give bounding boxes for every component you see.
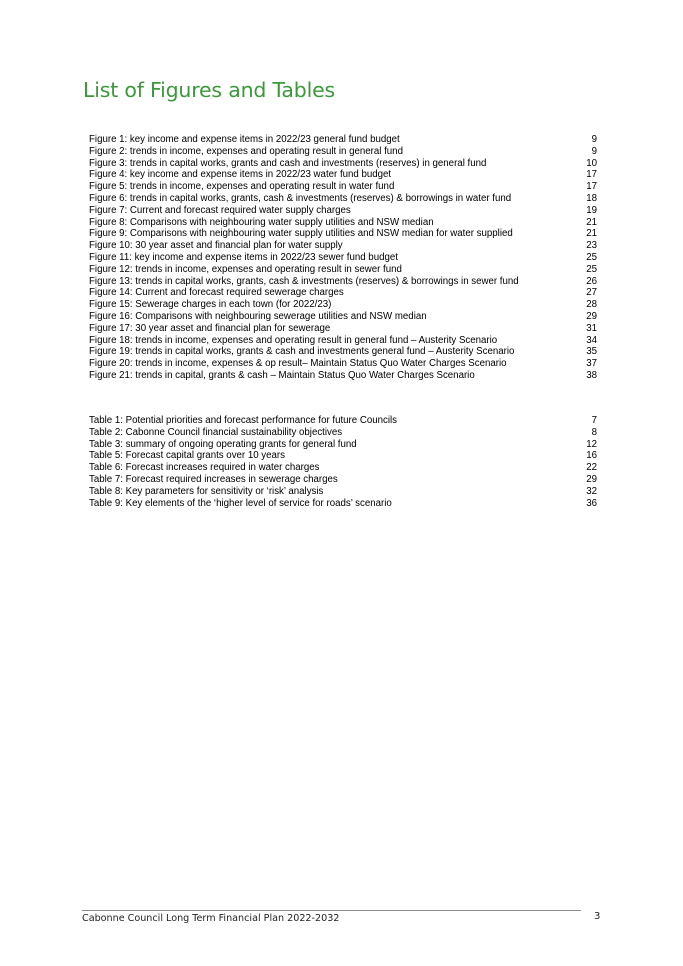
figure-entry-label: Figure 7: Current and forecast required water supply charges [89, 204, 351, 216]
table-entry-label: Table 5: Forecast capital grants over 10 years [89, 450, 286, 462]
figure-entry-label: Figure 12: trends in income, expenses and operating result in sewer fund [89, 263, 402, 275]
figure-entry[interactable] [89, 346, 597, 358]
figure-entry-page-number: 37 [586, 358, 597, 370]
figure-entry-page-number: 35 [586, 346, 597, 358]
figure-entry[interactable] [89, 358, 597, 370]
figure-entry[interactable] [89, 240, 597, 252]
table-entry-page-number: 22 [586, 462, 597, 474]
figure-entry-page-number: 31 [586, 322, 597, 334]
table-entry-page-number: 16 [586, 450, 597, 462]
table-entry[interactable] [89, 439, 597, 451]
figure-entry[interactable] [89, 146, 597, 158]
figure-entry-label: Figure 21: trends in capital, grants & cash – Maintain Status Quo Water Charges Scenario [89, 369, 475, 381]
figure-entry[interactable] [89, 323, 597, 335]
figure-entry[interactable] [89, 264, 597, 276]
list-of-figures [89, 134, 597, 382]
figure-entry[interactable] [89, 193, 597, 205]
table-entry[interactable] [89, 427, 597, 439]
figure-entry-label: Figure 20: trends in income, expenses & op result– Maintain Status Quo Water Charges Scenario [89, 358, 507, 370]
figure-entry-page-number: 25 [586, 251, 597, 263]
figure-entry-page-number: 21 [586, 228, 597, 240]
figure-entry-page-number: 18 [586, 192, 597, 204]
table-entry-label: Table 3: summary of ongoing operating grants for general fund [89, 438, 357, 450]
table-entry-label: Table 2: Cabonne Council financial sustainability objectives [89, 426, 343, 438]
figure-entry-page-number: 10 [586, 157, 597, 169]
table-entry-label: Table 8: Key parameters for sensitivity or ‘risk’ analysis [89, 485, 324, 497]
table-entry[interactable] [89, 474, 597, 486]
figure-entry-page-number: 26 [586, 275, 597, 287]
figure-entry[interactable] [89, 228, 597, 240]
figure-entry-label: Figure 15: Sewerage charges in each town (for 2022/23) [89, 299, 332, 311]
figure-entry-label: Figure 16: Comparisons with neighbouring sewerage utilities and NSW median [89, 310, 427, 322]
figure-entry-label: Figure 5: trends in income, expenses and operating result in water fund [89, 181, 395, 193]
figure-entry[interactable] [89, 181, 597, 193]
figure-entry-page-number: 29 [586, 310, 597, 322]
figure-entry[interactable] [89, 287, 597, 299]
footer-divider [82, 910, 581, 911]
table-entry-page-number: 29 [586, 473, 597, 485]
figure-entry-page-number: 21 [586, 216, 597, 228]
figure-entry-label: Figure 18: trends in income, expenses and operating result in general fund – Austerity Scenario [89, 334, 498, 346]
figure-entry-label: Figure 17: 30 year asset and financial plan for sewerage [89, 322, 331, 334]
figure-entry[interactable] [89, 169, 597, 181]
figure-entry-label: Figure 1: key income and expense items in 2022/23 general fund budget [89, 134, 400, 145]
table-entry-label: Table 6: Forecast increases required in water charges [89, 462, 320, 474]
figure-entry[interactable] [89, 134, 597, 146]
figure-entry-page-number: 25 [586, 263, 597, 275]
figure-entry-label: Figure 6: trends in capital works, grants, cash & investments (reserves) & borrowings in water fund [89, 192, 512, 204]
figure-entry-page-number: 17 [586, 169, 597, 181]
figure-entry-label: Figure 9: Comparisons with neighbouring water supply utilities and NSW median for water supplied [89, 228, 513, 240]
figure-entry-page-number: 27 [586, 287, 597, 299]
figure-entry[interactable] [89, 217, 597, 229]
figure-entry[interactable] [89, 252, 597, 264]
table-entry-page-number: 36 [586, 497, 597, 509]
figure-entry[interactable] [89, 158, 597, 170]
figure-entry[interactable] [89, 299, 597, 311]
figure-entry-page-number: 9 [591, 134, 597, 145]
figure-entry-page-number: 28 [586, 299, 597, 311]
table-entry-label: Table 7: Forecast required increases in sewerage charges [89, 473, 338, 485]
table-entry[interactable] [89, 462, 597, 474]
figure-entry-label: Figure 2: trends in income, expenses and operating result in general fund [89, 145, 403, 157]
list-of-tables [89, 415, 597, 509]
figure-entry-page-number: 34 [586, 334, 597, 346]
table-entry-label: Table 1: Potential priorities and forecast performance for future Councils [89, 415, 398, 426]
figure-entry-page-number: 9 [591, 145, 597, 157]
table-entry[interactable] [89, 486, 597, 498]
figure-entry[interactable] [89, 311, 597, 323]
figure-entry[interactable] [89, 276, 597, 288]
table-entry-page-number: 8 [591, 426, 597, 438]
footer-title: Cabonne Council Long Term Financial Plan 2022-2032 [82, 913, 340, 924]
figure-entry-label: Figure 11: key income and expense items in 2022/23 sewer fund budget [89, 251, 398, 263]
table-entry[interactable] [89, 450, 597, 462]
table-entry[interactable] [89, 415, 597, 427]
figure-entry-page-number: 38 [586, 369, 597, 381]
figure-entry-page-number: 23 [586, 240, 597, 252]
figure-entry[interactable] [89, 370, 597, 382]
figure-entry-label: Figure 3: trends in capital works, grants and cash and investments (reserves) in general fund [89, 157, 487, 169]
page-number: 3 [594, 911, 601, 922]
table-entry-page-number: 12 [586, 438, 597, 450]
figure-entry-page-number: 17 [586, 181, 597, 193]
figure-entry-label: Figure 10: 30 year asset and financial plan for water supply [89, 240, 343, 252]
page-title: List of Figures and Tables [83, 78, 335, 102]
figure-entry-label: Figure 8: Comparisons with neighbouring water supply utilities and NSW median [89, 216, 434, 228]
table-entry-page-number: 32 [586, 485, 597, 497]
table-entry-page-number: 7 [591, 415, 597, 426]
figure-entry-label: Figure 13: trends in capital works, grants, cash & investments (reserves) & borrowings in sewer fund [89, 275, 519, 287]
figure-entry-label: Figure 19: trends in capital works, grants & cash and investments general fund – Austerity Scenario [89, 346, 515, 358]
figure-entry[interactable] [89, 205, 597, 217]
figure-entry-page-number: 19 [586, 204, 597, 216]
figure-entry-label: Figure 4: key income and expense items in 2022/23 water fund budget [89, 169, 392, 181]
table-entry[interactable] [89, 498, 597, 510]
figure-entry[interactable] [89, 335, 597, 347]
table-entry-label: Table 9: Key elements of the ‘higher level of service for roads’ scenario [89, 497, 392, 509]
figure-entry-label: Figure 14: Current and forecast required sewerage charges [89, 287, 344, 299]
